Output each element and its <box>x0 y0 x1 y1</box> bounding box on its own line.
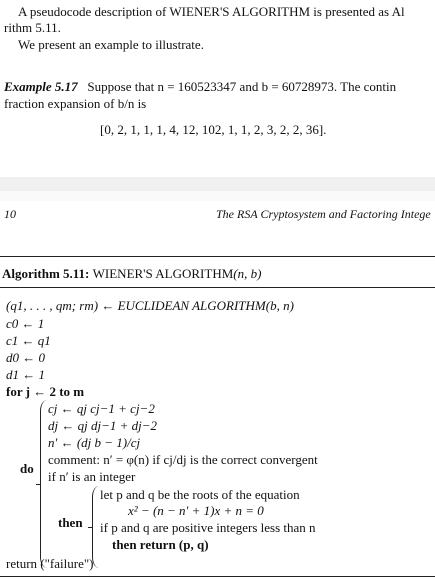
then-line-condition: if p and q are positive integers less than n <box>100 520 316 535</box>
loop-line-comment <box>48 452 318 468</box>
final-return: return ("failure") <box>6 556 94 571</box>
algo-line-c1: c1 ← q1 <box>6 333 51 348</box>
example-label: Example 5.17 <box>4 79 78 94</box>
do-keyword: do <box>20 461 34 476</box>
paragraph-line-3: We present an example to illustrate. <box>18 37 204 52</box>
algo-line-d1: d1 ← 1 <box>6 367 45 382</box>
loop-line-dj: dj ← qj dj−1 + dj−2 <box>48 418 158 433</box>
do-brace <box>40 400 47 568</box>
text: is presented as Al <box>310 4 405 19</box>
algo-line-failure <box>6 556 93 572</box>
do-brace-tip <box>36 484 40 485</box>
then-brace-tip <box>88 527 92 528</box>
algorithm-top-rule <box>0 256 435 257</box>
algorithm-label: Algorithm 5.11: <box>2 266 90 281</box>
text: A pseudocode description of W <box>18 4 182 19</box>
example-line-2: fraction expansion of b/n is <box>4 96 147 111</box>
algorithm-bottom-rule <box>0 576 435 577</box>
algo-line-c0: c0 ← 1 <box>6 316 45 331</box>
text-smallcaps: IENER'S ALGORITHM <box>181 4 311 19</box>
paragraph-line-2: rithm 5.11. <box>4 20 61 35</box>
running-title: The RSA Cryptosystem and Factoring Intege <box>216 207 431 221</box>
algo-line-for: for j ← 2 to m <box>6 384 85 399</box>
then-line-roots: let p and q be the roots of the equation <box>100 487 300 502</box>
then-line-return: then return (p, q) <box>112 537 209 552</box>
then-keyword: then <box>58 515 83 530</box>
algorithm-name: WIENER'S ALGORITHM <box>92 266 234 281</box>
page-gap <box>0 177 435 191</box>
algo-line-d0: d0 ← 0 <box>6 350 45 365</box>
continued-fraction: [0, 2, 1, 1, 1, 4, 12, 102, 1, 1, 2, 3, 2, 2, 36]. <box>100 122 327 137</box>
comment-text: comment: n′ = φ(n) if cj/dj is the correct convergent <box>48 452 318 467</box>
algo-line-euclid: (q1, . . . , qm; rm) ← EUCLIDEAN ALGORITHM(b, n) <box>6 298 294 313</box>
loop-line-nprime: n′ ← (dj b − 1)/cj <box>48 435 141 450</box>
page-number: 10 <box>4 207 16 221</box>
then-line-equation: x² − (n − n′ + 1)x + n = 0 <box>128 503 264 518</box>
example-text: Suppose that n = 160523347 and b = 60728973. The contin <box>87 79 397 94</box>
page-gap-shade <box>0 191 435 201</box>
paragraph-line-1 <box>18 4 405 20</box>
loop-line-cj: cj ← qj cj−1 + cj−2 <box>48 401 155 416</box>
algorithm-args: (n, b) <box>233 266 262 281</box>
loop-line-if: if n′ is an integer <box>48 469 136 484</box>
example-line-1 <box>4 79 396 95</box>
algorithm-title-rule <box>0 287 435 288</box>
algorithm-title <box>2 266 261 282</box>
